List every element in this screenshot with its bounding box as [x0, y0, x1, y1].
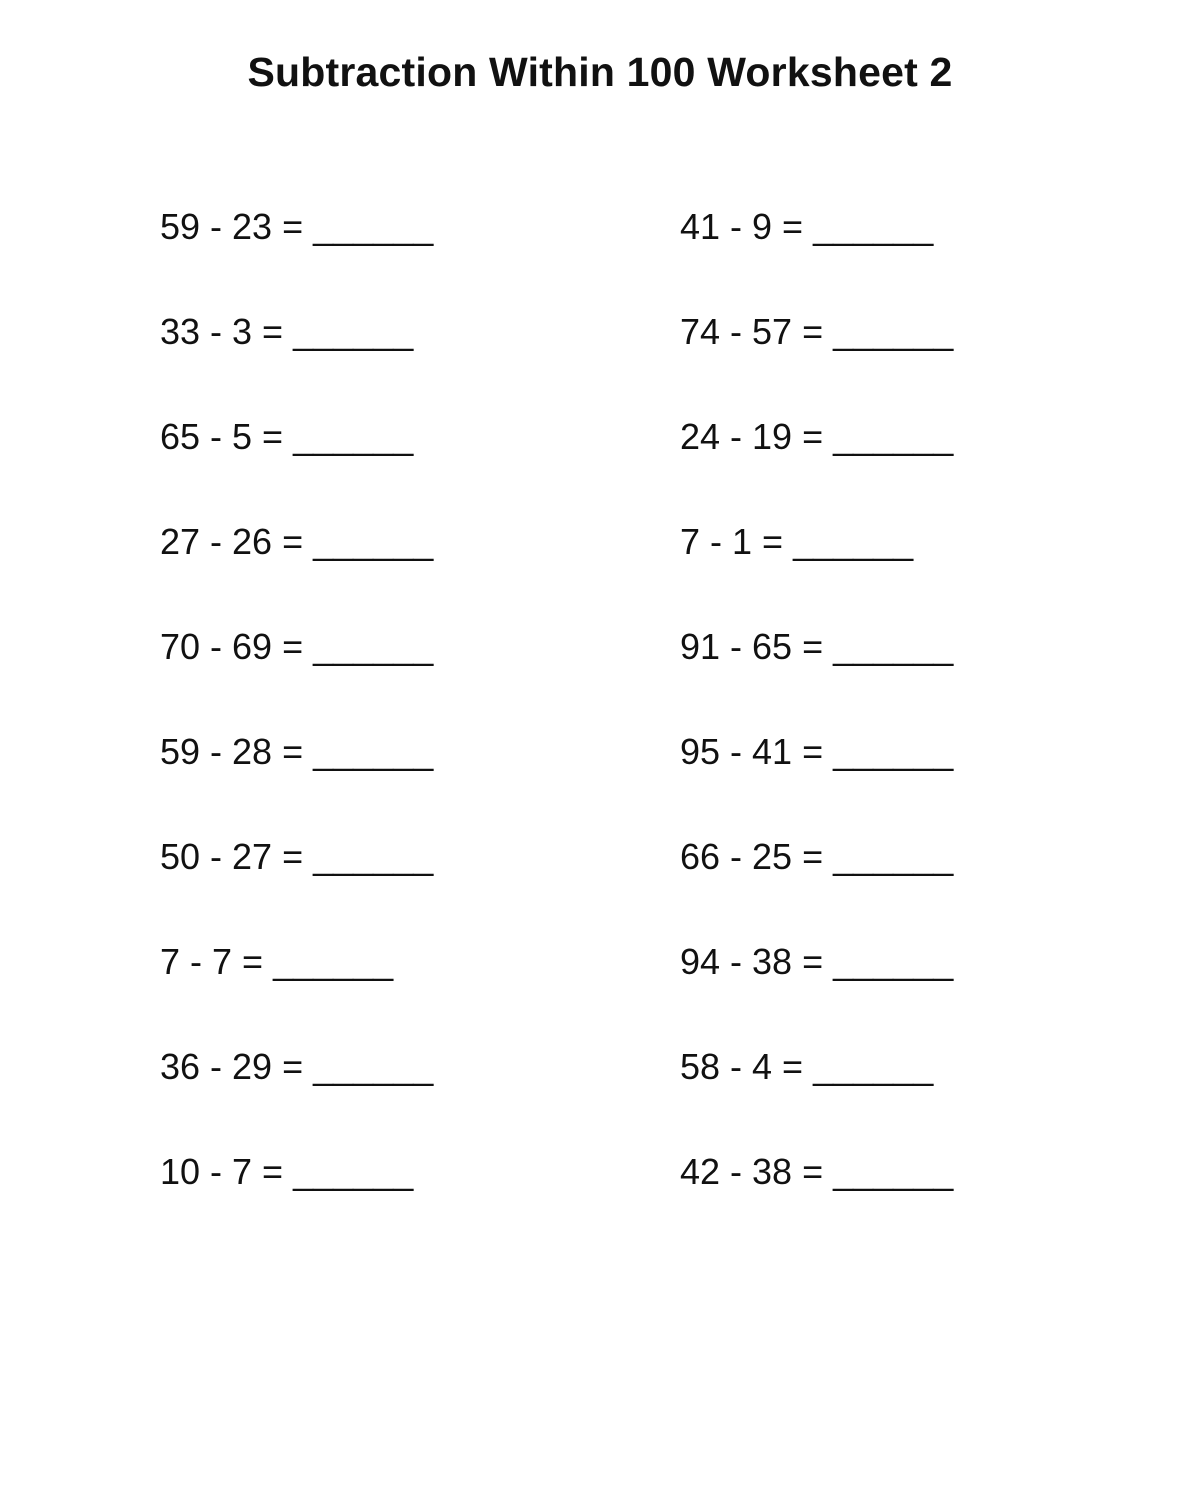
problem-row	[0, 729, 1200, 834]
problem-right: 94 - 38 = ______	[680, 941, 954, 982]
problem-row	[0, 834, 1200, 939]
problem-row	[0, 1149, 1200, 1254]
problem-row	[0, 309, 1200, 414]
problem-row	[0, 1044, 1200, 1149]
problem-left: 70 - 69 = ______	[160, 626, 434, 667]
problem-row	[0, 519, 1200, 624]
problem-right: 7 - 1 = ______	[680, 521, 914, 562]
problem-left: 65 - 5 = ______	[160, 416, 414, 457]
problem-left: 27 - 26 = ______	[160, 521, 434, 562]
problem-row	[0, 414, 1200, 519]
problem-left: 59 - 23 = ______	[160, 206, 434, 247]
problem-left: 59 - 28 = ______	[160, 731, 434, 772]
problem-right: 42 - 38 = ______	[680, 1151, 954, 1192]
problem-right: 66 - 25 = ______	[680, 836, 954, 877]
problem-right: 91 - 65 = ______	[680, 626, 954, 667]
problem-row	[0, 624, 1200, 729]
problem-left: 36 - 29 = ______	[160, 1046, 434, 1087]
problem-left: 50 - 27 = ______	[160, 836, 434, 877]
problem-left: 33 - 3 = ______	[160, 311, 414, 352]
problem-row	[0, 939, 1200, 1044]
problem-right: 24 - 19 = ______	[680, 416, 954, 457]
problem-right: 74 - 57 = ______	[680, 311, 954, 352]
worksheet-title: Subtraction Within 100 Worksheet 2	[247, 49, 953, 95]
problem-right: 95 - 41 = ______	[680, 731, 954, 772]
problem-left: 7 - 7 = ______	[160, 941, 394, 982]
problem-list	[0, 204, 1200, 1254]
problem-row	[0, 204, 1200, 309]
problem-left: 10 - 7 = ______	[160, 1151, 414, 1192]
problem-right: 58 - 4 = ______	[680, 1046, 934, 1087]
problem-right: 41 - 9 = ______	[680, 206, 934, 247]
